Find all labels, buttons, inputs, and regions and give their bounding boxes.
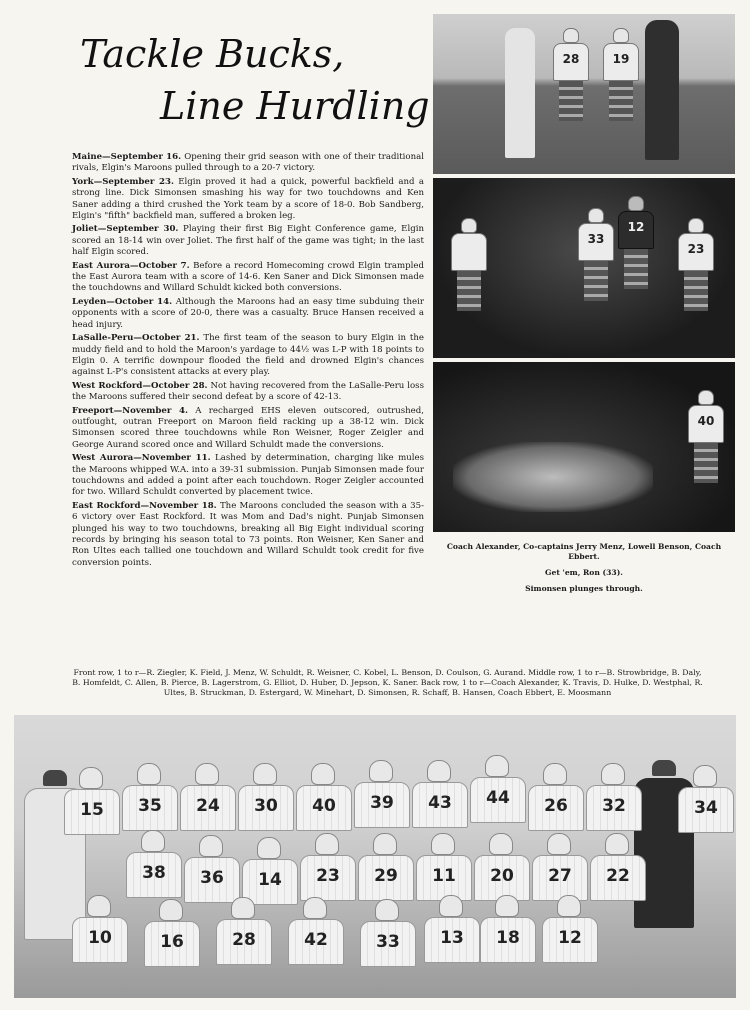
team-player: 33 bbox=[360, 899, 414, 967]
coach-figure bbox=[645, 20, 679, 160]
coaches-captains-photo bbox=[433, 14, 735, 174]
player-figure: 23 bbox=[678, 218, 714, 311]
player-figure: 19 bbox=[603, 28, 639, 121]
team-player: 29 bbox=[358, 833, 412, 901]
team-player: 30 bbox=[238, 763, 292, 831]
caption-ron: Get 'em, Ron (33). bbox=[545, 568, 623, 577]
team-player: 14 bbox=[242, 837, 296, 905]
game-paragraph: Maine—September 16. Opening their grid season with one of their traditional rivals, Elgin's Maroons pulled through to a 20-7 victory. bbox=[72, 152, 424, 174]
game-paragraph: West Aurora—November 11. Lashed by determination, charging like mules the Maroons whipped W.A. into a 39-31 submission. Punjab Simonsen made four touchdowns and added a point after each touchdown. Roger Zeigler accounted for two. Willard Schuldt converted by placement twice. bbox=[72, 453, 425, 498]
coach-figure bbox=[505, 28, 535, 158]
ball-carrier-figure: 12 bbox=[618, 196, 654, 289]
photo-captions bbox=[433, 542, 735, 600]
team-player: 40 bbox=[296, 763, 350, 831]
player-figure: 28 bbox=[553, 28, 589, 121]
player-figure bbox=[451, 218, 487, 311]
team-player: 16 bbox=[144, 899, 198, 967]
game-paragraph: West Rockford—October 28. Not having recovered from the LaSalle-Peru loss the Maroons suffered their second defeat by a score of 42-13. bbox=[72, 380, 424, 403]
team-roster-caption: Front row, 1 to r—R. Ziegler, K. Field, J. Menz, W. Schuldt, R. Weisner, C. Kobel, L. Benson, D. Coulson, G. Aurand. Middle row, 1 to r—B. Strowbridge, B. Daly, B. Homfeldt, C. Allen, B. Pierce, B. Lagerstrom, G. Elliot, D. Huber, D. Jepson, K. Saner. Back row, 1 to r—Coach Alexander, K. Travis, D. Hulke, D. Westphal, R. Ultes, B. Struckman, D. Estergard, W. Minehart, D. Simonsen, R. Schaff, B. Hansen, Coach Ebbert, E. Moosmann bbox=[72, 668, 703, 697]
title-line-1: Tackle Bucks, bbox=[80, 32, 345, 76]
page-title bbox=[70, 28, 430, 132]
team-player: 43 bbox=[412, 760, 466, 828]
game-paragraph: Freeport—November 4. A recharged EHS eleven outscored, outrushed, outfought, outran Freeport on Maroon field racking up a 38-12 win. Dick Simonsen scored three touchdowns while Ron Weisner, Roger Zeigler and George Aurand scored once and Willard Schuldt made the conversions. bbox=[72, 405, 424, 450]
team-player: 11 bbox=[416, 833, 470, 901]
pileup-photo bbox=[433, 362, 735, 532]
game-paragraph: East Aurora—October 7. Before a record Homecoming crowd Elgin trampled the East Aurora team with a score of 14-6. Ken Saner and Dick Simonsen made the touchdowns and Willard Schuldt kicked both conversions. bbox=[72, 260, 424, 294]
team-player: 18 bbox=[480, 895, 534, 963]
team-player: 27 bbox=[532, 833, 586, 901]
player-pileup bbox=[453, 442, 653, 512]
game-paragraph: Leyden—October 14. Although the Maroons had an easy time subduing their opponents with a score of 20-0, there was a casualty. Bruce Hansen received a head injury. bbox=[72, 296, 424, 330]
game-paragraph: York—September 23. Elgin proved it had a quick, powerful backfield and a strong line. Dick Simonsen smashing his way for two touchdowns and Ken Saner adding a third crushed the York team by a score of 18-0. Bob Sandberg, Elgin's "fifth" backfield man, suffered a broken leg. bbox=[72, 176, 424, 222]
team-player: 24 bbox=[180, 763, 234, 831]
game-summaries bbox=[72, 152, 424, 571]
caption-simonsen: Simonsen plunges through. bbox=[525, 584, 643, 593]
team-player: 12 bbox=[542, 895, 596, 963]
team-player: 13 bbox=[424, 895, 478, 963]
team-player: 34 bbox=[678, 765, 732, 833]
team-player: 39 bbox=[354, 760, 408, 828]
title-line-2: Line Hurdling bbox=[160, 84, 430, 128]
team-player: 23 bbox=[300, 833, 354, 901]
team-player: 22 bbox=[590, 833, 644, 901]
team-player: 44 bbox=[470, 755, 524, 823]
team-photo bbox=[14, 715, 736, 998]
team-player: 32 bbox=[586, 763, 640, 831]
game-paragraph: Joliet—September 30. Playing their first Big Eight Conference game, Elgin scored an 18-14 win over Joliet. The first half of the game was tight; in the last half Elgin scored. bbox=[72, 224, 424, 258]
team-player: 38 bbox=[126, 830, 180, 898]
caption-coaches: Coach Alexander, Co-captains Jerry Menz, Lowell Benson, Coach Ebbert. bbox=[446, 542, 722, 561]
player-figure: 40 bbox=[688, 390, 724, 483]
team-player: 26 bbox=[528, 763, 582, 831]
game-paragraph: East Rockford—November 18. The Maroons concluded the season with a 35-6 victory over East Rockford. It was Mom and Dad's night. Punjab Simonsen plunged his way to two touchdowns, breaking all Big Eight individual scoring records by bringing his season total to 73 points. Ron Weisner, Ken Saner and Ron Ultes each tallied one touchdown and Willard Schuldt took credit for five conversion points. bbox=[72, 500, 424, 568]
team-player: 10 bbox=[72, 895, 126, 963]
player-figure: 33 bbox=[578, 208, 614, 301]
game-paragraph: LaSalle-Peru—October 21. The first team of the season to bury Elgin in the muddy field and to hold the Maroon's yardage to 44½ was L-P with 18 points to Elgin 0. A terrific downpour flooded the field and drowned Elgin's chances against L-P's consistent attacks at every play. bbox=[72, 333, 424, 378]
team-player: 42 bbox=[288, 897, 342, 965]
team-player: 20 bbox=[474, 833, 528, 901]
ball-carrier-photo bbox=[433, 178, 735, 358]
team-player: 35 bbox=[122, 763, 176, 831]
team-player: 15 bbox=[64, 767, 118, 835]
team-player: 36 bbox=[184, 835, 238, 903]
team-player: 28 bbox=[216, 897, 270, 965]
